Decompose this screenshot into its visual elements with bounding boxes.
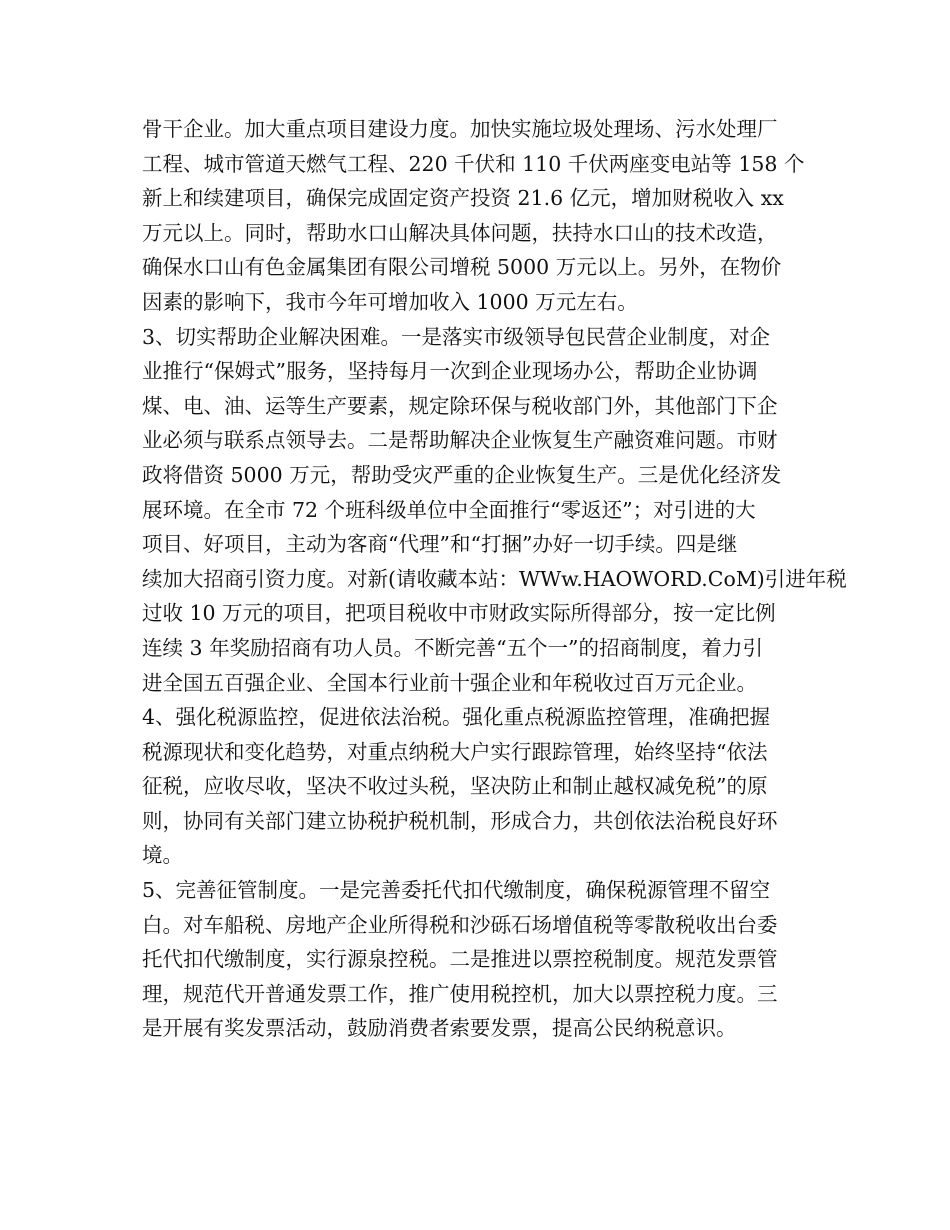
document-body xyxy=(142,112,847,1046)
text-line: 煤、电、油、运等生产要素，规定除环保与税收部门外，其他部门下企 xyxy=(142,393,778,418)
text-line: 税源现状和变化趋势，对重点纳税大户实行跟踪管理，始终坚持“依法 xyxy=(142,739,768,764)
section-4-heading-line: 4、强化税源监控，促进依法治税。强化重点税源监控管理，准确把握 xyxy=(142,705,771,730)
text-line: 新上和续建项目，确保完成固定资产投资 21.6 亿元，增加财税收入 xx xyxy=(142,186,784,211)
text-line: 业推行“保姆式”服务，坚持每月一次到企业现场办公，帮助企业协调 xyxy=(142,359,758,384)
text-line: 骨干企业。加大重点项目建设力度。加快实施垃圾处理场、污水处理厂 xyxy=(142,117,778,141)
text-line: 政将借资 5000 万元，帮助受灾严重的企业恢复生产。三是优化经济发 xyxy=(142,462,782,487)
text-line: 境。 xyxy=(142,843,183,868)
text-line: 进全国五百强企业、全国本行业前十强企业和年税收过百万元企业。 xyxy=(142,670,757,695)
text-line: 万元以上。同时，帮助水口山解决具体问题，扶持水口山的技术改造， xyxy=(142,220,778,245)
text-line: 是开展有奖发票活动，鼓励消费者索要发票，提高公民纳税意识。 xyxy=(142,1016,737,1041)
text-line: 白。对车船税、房地产企业所得税和沙砾石场增值税等零散税收出台委 xyxy=(142,912,778,937)
text-line: 业必须与联系点领导去。二是帮助解决企业恢复生产融资难问题。市财 xyxy=(142,428,778,453)
text-line: 理，规范代开普通发票工作，推广使用税控机，加大以票控税力度。三 xyxy=(142,981,778,1006)
text-line: 征税，应收尽收，坚决不收过头税，坚决防止和制止越权减免税”的原 xyxy=(142,774,768,799)
text-line: 过收 10 万元的项目，把项目税收中市财政实际所得部分，按一定比例 xyxy=(142,601,776,626)
section-3-heading-line: 3、切实帮助企业解决困难。一是落实市级领导包民营企业制度，对企 xyxy=(142,324,771,349)
text-line: 托代扣代缴制度，实行源泉控税。二是推进以票控税制度。规范发票管 xyxy=(142,947,778,972)
section-5-heading-line: 5、完善征管制度。一是完善委托代扣代缴制度，确保税源管理不留空 xyxy=(142,878,771,903)
text-line: 续加大招商引资力度。对新(请收藏本站：WWw.HAOWORD.CoM)引进年税 xyxy=(142,566,847,591)
text-line: 确保水口山有色金属集团有限公司增税 5000 万元以上。另外，在物价 xyxy=(142,255,782,280)
text-line: 工程、城市管道天燃气工程、220 千伏和 110 千伏两座变电站等 158 个 xyxy=(142,151,805,176)
text-line: 因素的影响下，我市今年可增加收入 1000 万元左右。 xyxy=(142,289,638,314)
text-line: 则，协同有关部门建立协税护税机制，形成合力，共创依法治税良好环 xyxy=(142,808,778,833)
text-line: 展环境。在全市 72 个班科级单位中全面推行“零返还”；对引进的大 xyxy=(142,497,756,522)
text-line: 连续 3 年奖励招商有功人员。不断完善“五个一”的招商制度，着力引 xyxy=(142,635,764,660)
text-line: 项目、好项目，主动为客商“代理”和“打捆”办好一切手续。四是继 xyxy=(142,532,738,557)
